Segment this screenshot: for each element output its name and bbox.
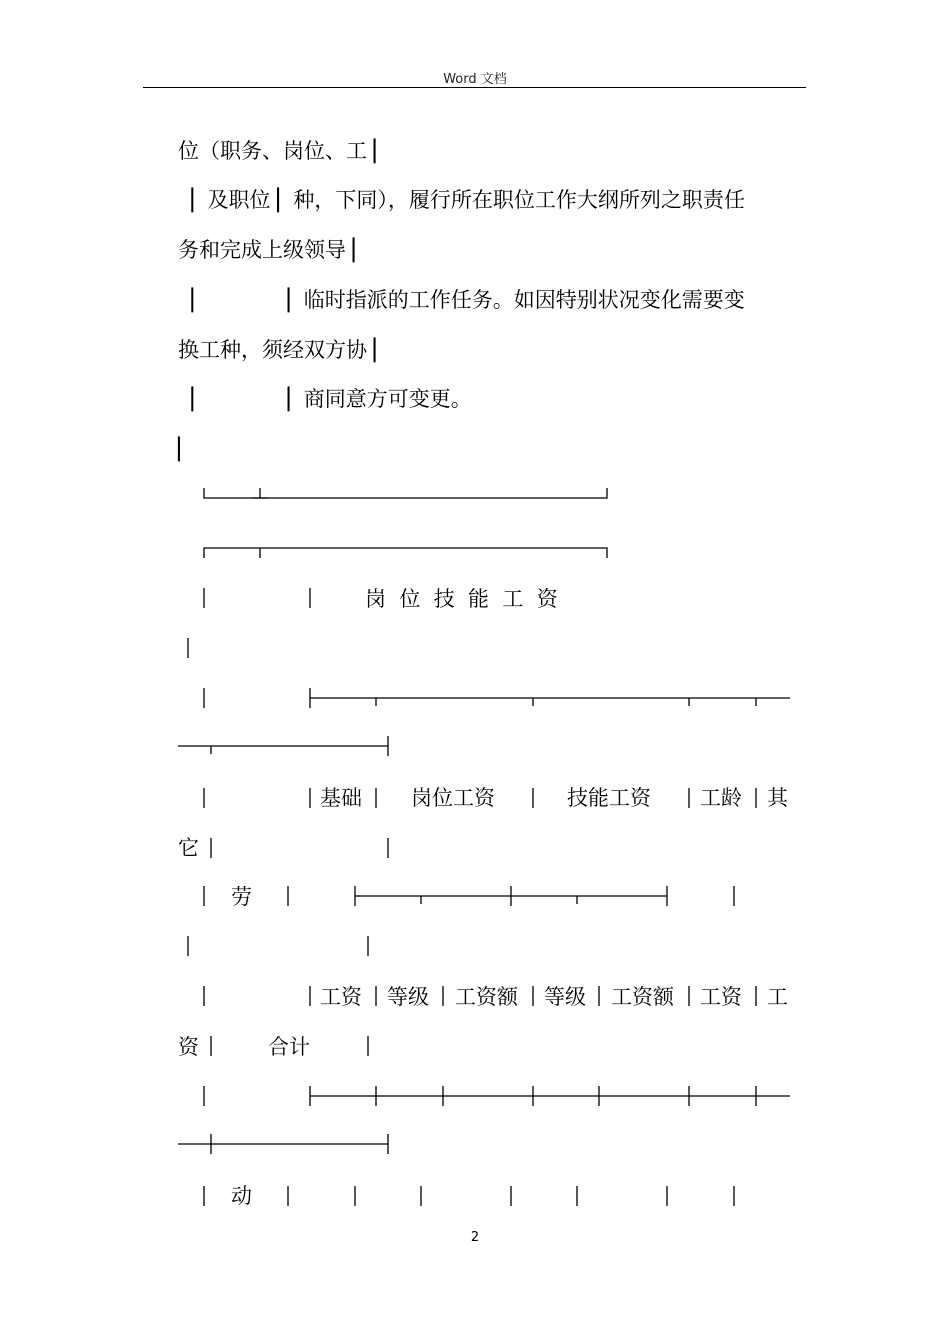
label-labor-1: 劳 (231, 885, 252, 909)
page-number: 2 (470, 1230, 480, 1245)
table-heading: 岗 位 技 能 工 资 (365, 587, 558, 611)
label-other-2: 它 (178, 836, 199, 860)
label-other-1: 其 (767, 786, 788, 810)
label-wage: 工资 (320, 985, 362, 1009)
label-seniority: 工龄 (700, 786, 742, 810)
label-wage-3-a: 工 (767, 985, 788, 1009)
label-total: 合计 (268, 1035, 310, 1059)
body-line-1: 位（职务、岗位、工 ▏ (178, 139, 390, 163)
body-line-6: ▏ ▏商同意方可变更。 (178, 387, 472, 411)
page-header: Word 文档 (443, 72, 507, 87)
label-wage-3-b: 资 (178, 1035, 199, 1059)
label-wage-2: 工资 (700, 985, 742, 1009)
label-grade-2: 等级 (544, 985, 586, 1009)
body-line-5: 换工种，须经双方协 ▏ (178, 338, 390, 362)
label-labor-2: 动 (231, 1184, 252, 1208)
label-amount-1: 工资额 (455, 985, 518, 1009)
label-post-wage: 岗位工资 (411, 786, 495, 810)
label-grade-1: 等级 (387, 985, 429, 1009)
label-base: 基础 (320, 786, 362, 810)
body-line-4: ▏ ▏临时指派的工作任务。如因特别状况变化需要变 (178, 288, 745, 312)
label-skill-wage: 技能工资 (567, 786, 651, 810)
body-line-7: ▏ (178, 437, 195, 461)
body-line-3: 务和完成上级领导 ▏ (178, 238, 369, 262)
body-line-2: ▏及职位 ▏种，下同），履行所在职位工作大纲所列之职责任 (178, 188, 745, 212)
label-amount-2: 工资额 (611, 985, 674, 1009)
